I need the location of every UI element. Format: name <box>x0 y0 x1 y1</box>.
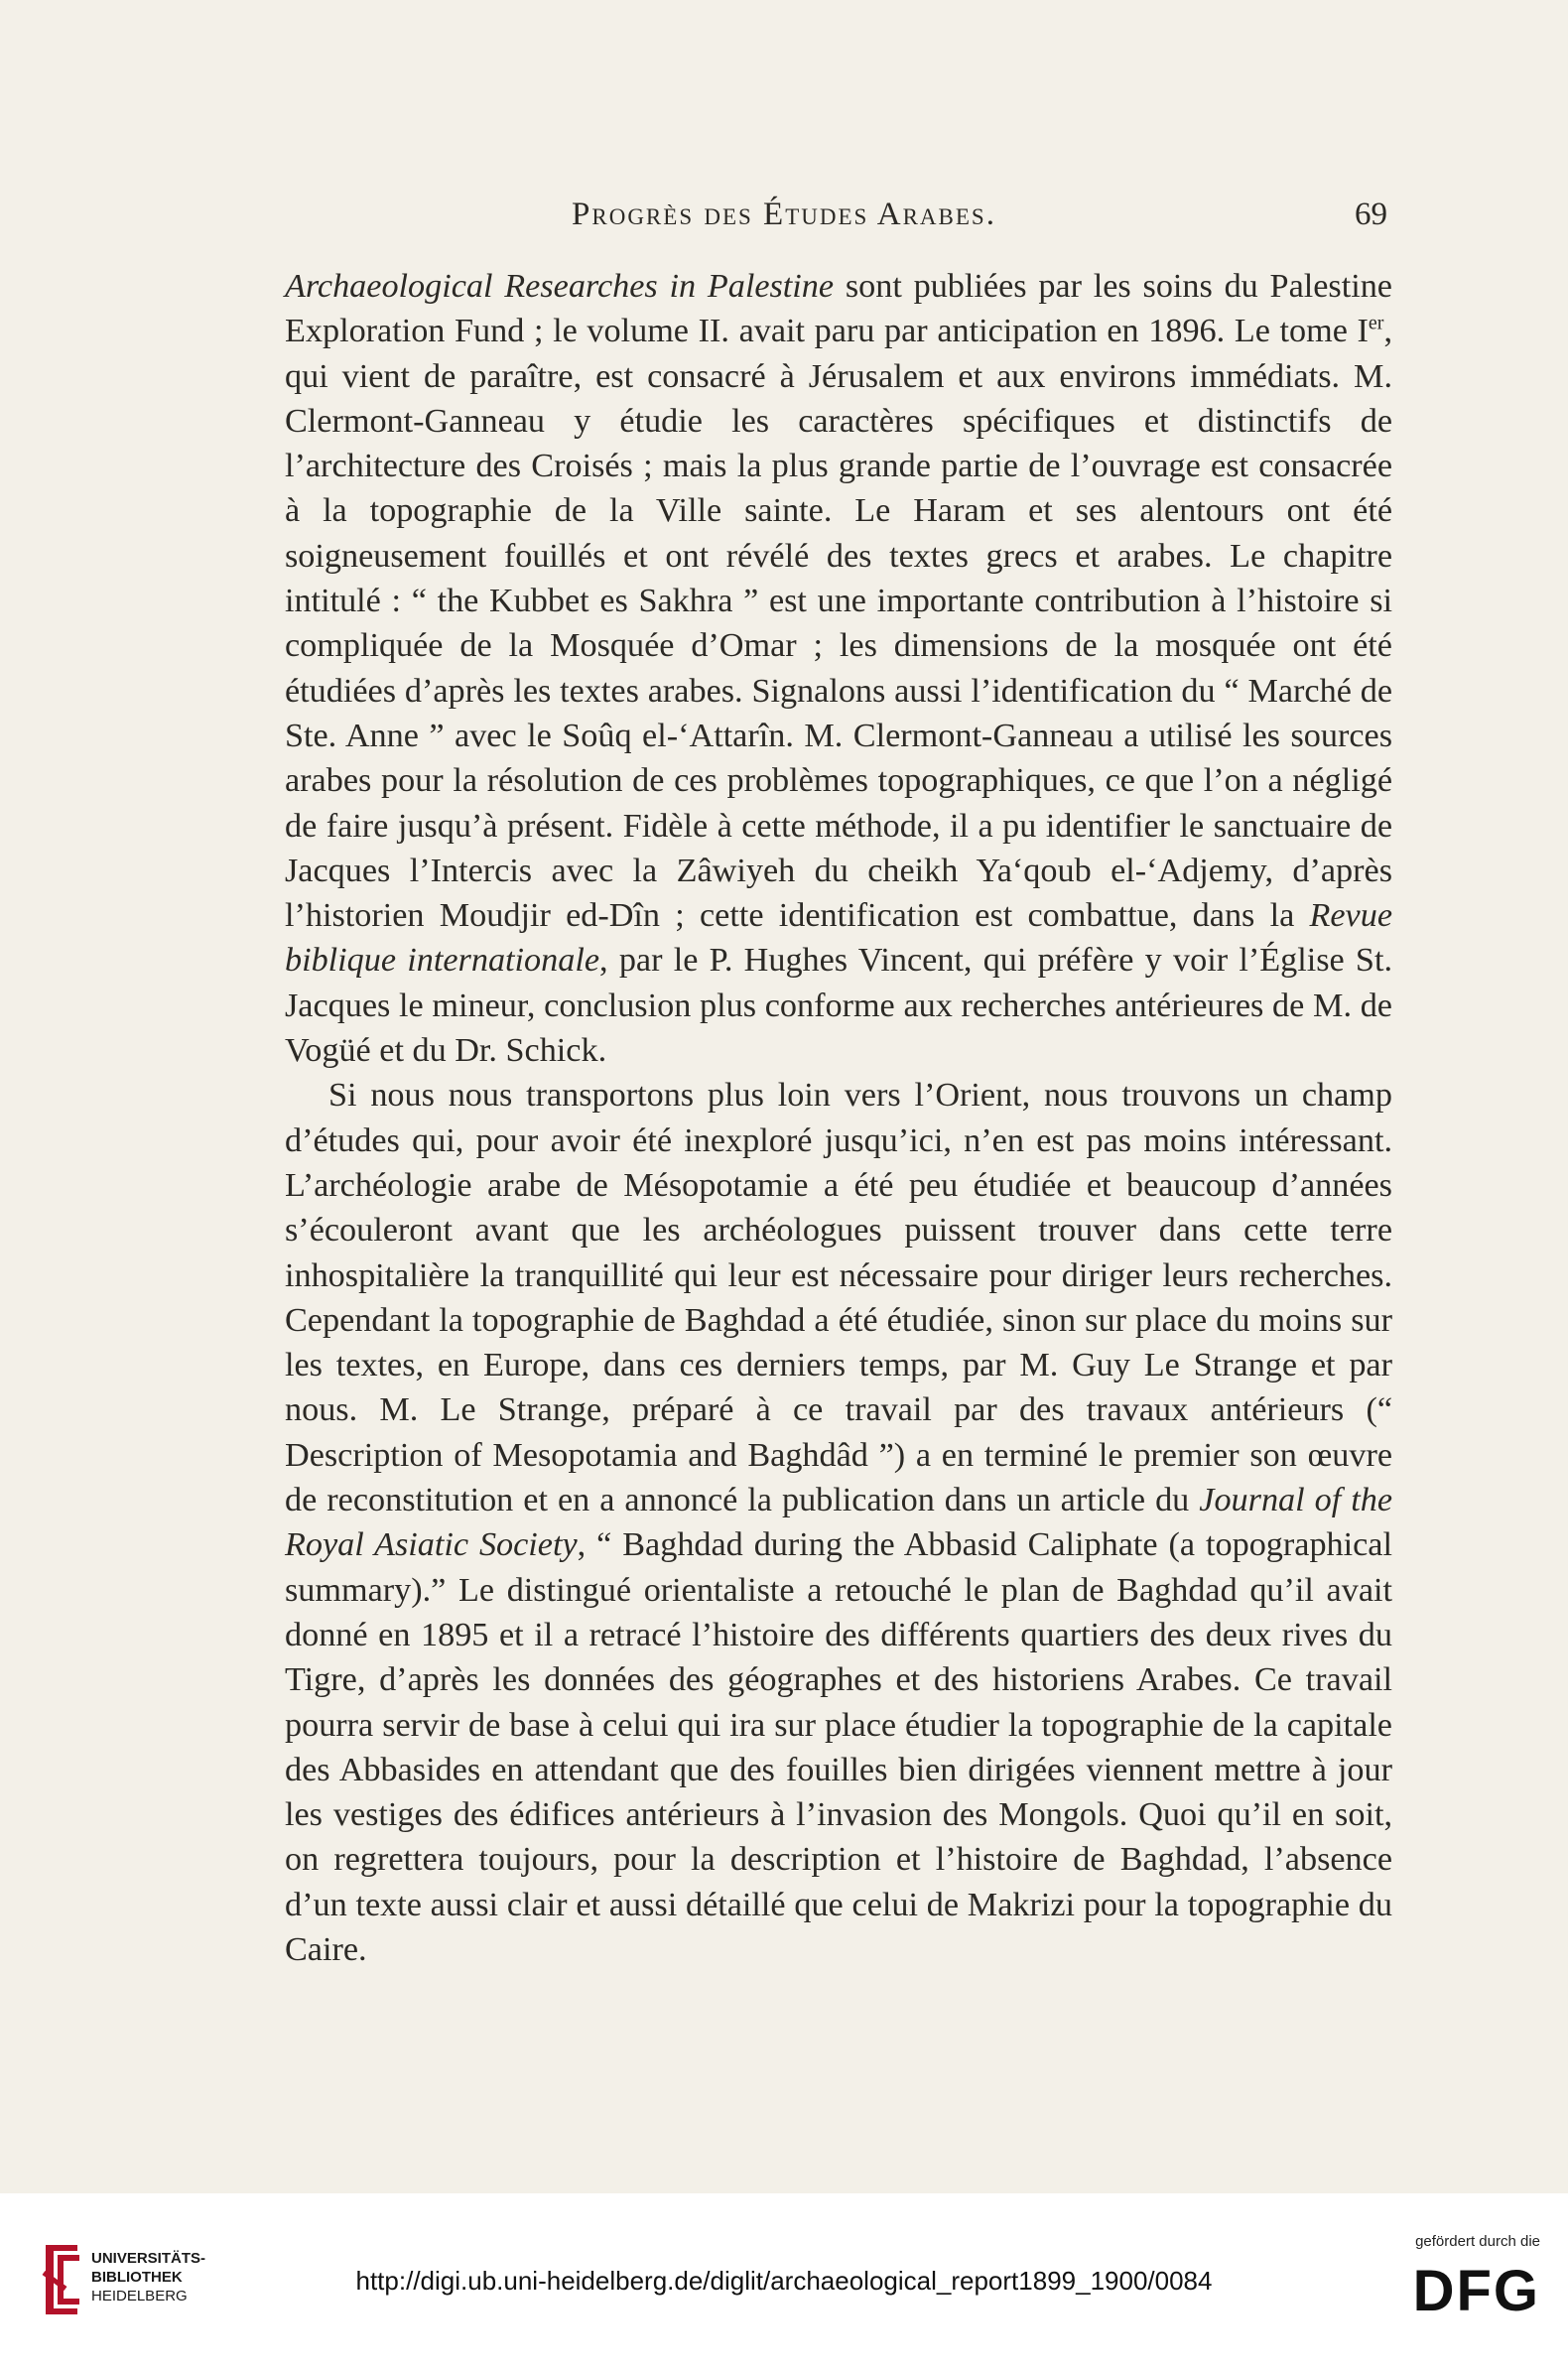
paragraph-1 <box>285 264 1392 1073</box>
italic-title: Archaeological Researches in Palestine <box>285 268 835 305</box>
library-name-line: UNIVERSITÄTS- <box>91 2250 206 2267</box>
library-name-line: HEIDELBERG <box>91 2288 188 2304</box>
body-text <box>285 264 1392 1972</box>
digitization-footer <box>0 2193 1568 2370</box>
text-run: , qui vient de paraître, est consacré à Jérusalem et aux environs immédiats. M. Clermont-Ganneau y étudie les caractères spécifiques et distinctifs de l’architecture des Croisés ; mais la plus grande partie de l’ouvrage est consacrée à la topographie de la Ville sainte. Le Haram et ses alentours ont été soigneusement fouillés et ont révélé des textes grecs et arabes. Le chapitre intitulé : “ the Kubbet es Sakhra ” est une importante contribution à l’histoire si compliquée de la Mosquée d’Omar ; les dimensions de la mosquée ont été étudiées d’après les textes arabes. Signalons aussi l’identification du “ Marché de Ste. Anne ” avec le Soûq el-‘Attarîn. M. Clermont-Ganneau a utilisé les sources arabes pour la résolution de ces problèmes topographiques, ce que l’on a négligé de faire jusqu’à présent. Fidèle à cette méthode, il a pu identifier le sanctuaire de Jacques l’Intercis avec la Zâwiyeh du cheikh Ya‘qoub el-‘Adjemy, d’après l’historien Moudjir ed-Dîn ; cette identification est combattue, dans la <box>285 313 1392 935</box>
running-title: Progrès des Études Arabes. <box>572 197 996 232</box>
funded-by-label: gefördert durch die <box>1415 2233 1540 2250</box>
library-name-line: BIBLIOTHEK <box>91 2269 183 2286</box>
dfg-funding <box>1381 2233 1540 2342</box>
page-header <box>0 197 1568 252</box>
dfg-logo[interactable]: DFG <box>1412 2259 1540 2323</box>
text-run: sont publiées par les soins du Palestine Exploration Fund ; le volume II. avait paru par anticipation en 1896. Le tome I <box>285 268 1392 350</box>
paragraph-2 <box>285 1073 1392 1972</box>
italic-title: Revue biblique internationale <box>285 897 1392 980</box>
italic-title: Journal of the Royal Asiatic Society <box>285 1482 1393 1564</box>
superscript: er <box>1368 312 1384 334</box>
permalink-url[interactable]: http://digi.ub.uni-heidelberg.de/diglit/archaeological_report1899_1900/0084 <box>355 2266 1213 2296</box>
text-run: Si nous nous transportons plus loin vers l’Orient, nous trouvons un champ d’études qui, pour avoir été inexploré jusqu’ici, n’en est pas moins intéressant. L’archéologie arabe de Mésopotamie a été peu étudiée et beaucoup d’années s’écouleront avant que les archéologues puissent trouver dans cette terre inhospitalière la tranquillité qui leur est nécessaire pour diriger leurs recherches. Cependant la topographie de Baghdad a été étudiée, sinon sur place du moins sur les textes, en Europe, dans ces derniers temps, par M. Guy Le Strange et par nous. M. Le Strange, préparé à ce travail par des travaux antérieurs (“ Description of Mesopotamia and Baghdâd ”) a en terminé le premier son œuvre de reconstitution et en a annoncé la publication dans un article du <box>285 1077 1392 1519</box>
page-number: 69 <box>1355 197 1387 232</box>
text-run: , “ Baghdad during the Abbasid Caliphate (a topographical summary).” Le distingué orientaliste a retouché le plan de Baghdad qu’il avait donné en 1895 et il a retracé l’histoire des différents quartiers des deux rives du Tigre, d’après les données des géographes et des historiens Arabes. Ce travail pourra servir de base à celui qui ira sur place étudier la topographie de la capitale des Abbasides en attendant que des fouilles bien dirigées viennent mettre à jour les vestiges des édifices antérieurs à l’invasion des Mongols. Quoi qu’il en soit, on regrettera toujours, pour la description et l’histoire de Baghdad, l’absence d’un texte aussi clair et aussi détaillé que celui de Makrizi pour la topographie du Caire. <box>285 1526 1392 1968</box>
text-run: , par le P. Hughes Vincent, qui préfère y voir l’Église St. Jacques le mineur, conclusion plus conforme aux recherches antérieures de M. de Vogüé et du Dr. Schick. <box>285 942 1392 1070</box>
